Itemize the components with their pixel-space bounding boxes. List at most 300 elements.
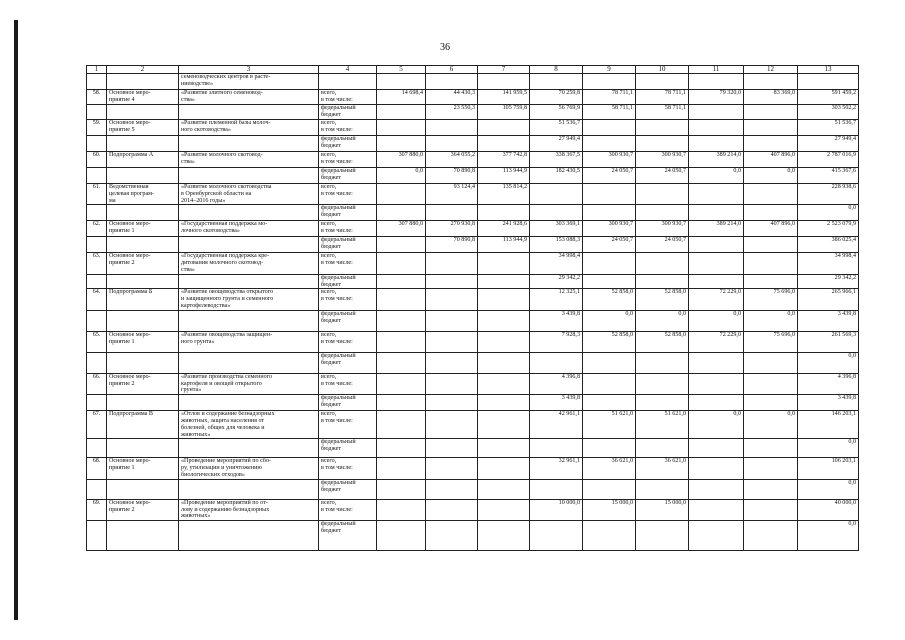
column-number-12: 12 — [744, 66, 798, 74]
amount-cell — [689, 395, 744, 411]
table-row — [87, 395, 859, 411]
amount-cell — [583, 479, 636, 499]
amount-cell — [377, 237, 426, 253]
amount-cell — [377, 479, 426, 499]
amount-cell: 300 930,7 — [583, 152, 636, 168]
item-type — [107, 168, 179, 184]
table-row — [87, 221, 859, 237]
amount-cell — [744, 499, 798, 520]
item-name: «Развитие молочного скотоводства в Оренбургской области на 2014–2016 годы» — [179, 184, 319, 205]
item-type — [107, 205, 179, 221]
item-number: 65. — [87, 331, 107, 352]
column-number-9: 9 — [583, 66, 636, 74]
amount-cell: 307 880,0 — [377, 152, 426, 168]
item-type: Подпрограмма Б — [107, 289, 179, 310]
amount-cell — [377, 395, 426, 411]
amount-cell — [689, 352, 744, 373]
column-number-3: 3 — [179, 66, 319, 74]
amount-cell — [377, 120, 426, 136]
amount-cell: 44 430,3 — [426, 90, 478, 105]
item-name: «Развитие производства семенного картофеля и овощей открытого грунта» — [179, 373, 319, 394]
item-name — [179, 136, 319, 152]
table-row — [87, 458, 859, 479]
amount-cell: 32 961,1 — [530, 458, 583, 479]
amount-cell: 265 966,1 — [798, 289, 859, 310]
amount-cell: 0,0 — [583, 310, 636, 331]
amount-cell: 0,0 — [744, 168, 798, 184]
amount-cell — [426, 352, 478, 373]
amount-cell — [478, 274, 530, 289]
item-number: 62. — [87, 221, 107, 237]
amount-cell: 300 930,7 — [636, 221, 689, 237]
amount-cell — [689, 274, 744, 289]
item-type: Основное меро- приятие 2 — [107, 373, 179, 394]
amount-cell — [636, 184, 689, 205]
item-type: Основное меро- приятие 4 — [107, 90, 179, 105]
item-number: 58. — [87, 90, 107, 105]
amount-cell — [583, 205, 636, 221]
amount-cell — [583, 373, 636, 394]
budget-table — [86, 65, 859, 551]
amount-cell — [744, 439, 798, 458]
amount-cell — [744, 136, 798, 152]
funding-source: федеральный бюджет — [319, 352, 377, 373]
amount-cell — [478, 439, 530, 458]
amount-cell: 307 880,0 — [377, 221, 426, 237]
table-row — [87, 310, 859, 331]
amount-cell: 0,0 — [798, 479, 859, 499]
amount-cell: 24 050,7 — [583, 168, 636, 184]
amount-cell — [744, 237, 798, 253]
amount-cell — [478, 499, 530, 520]
amount-cell: 0,0 — [744, 310, 798, 331]
amount-cell: 14 698,4 — [377, 90, 426, 105]
item-number — [87, 352, 107, 373]
amount-cell: 0,0 — [798, 521, 859, 551]
amount-cell — [478, 289, 530, 310]
table-row — [87, 439, 859, 458]
item-number — [87, 521, 107, 551]
amount-cell — [583, 395, 636, 411]
column-number-13: 13 — [798, 66, 859, 74]
funding-source: всего, в том числе: — [319, 411, 377, 439]
amount-cell — [636, 521, 689, 551]
amount-cell: 4 396,8 — [530, 373, 583, 394]
amount-cell — [583, 74, 636, 90]
amount-cell — [744, 521, 798, 551]
funding-source: всего, в том числе: — [319, 289, 377, 310]
amount-cell — [377, 74, 426, 90]
item-type: Основное меро- приятие 5 — [107, 120, 179, 136]
funding-source: всего, в том числе: — [319, 120, 377, 136]
amount-cell — [689, 105, 744, 120]
table-row — [87, 373, 859, 394]
item-name: «Государственная поддержка мо- лочного скотоводства» — [179, 221, 319, 237]
item-number: 64. — [87, 289, 107, 310]
item-type — [107, 479, 179, 499]
amount-cell — [798, 74, 859, 90]
item-name: «Развитие племенной базы молоч- ного скотоводства» — [179, 120, 319, 136]
amount-cell: 51 536,7 — [530, 120, 583, 136]
item-type — [107, 105, 179, 120]
amount-cell: 34 998,4 — [798, 253, 859, 274]
amount-cell: 51 536,7 — [798, 120, 859, 136]
amount-cell — [583, 274, 636, 289]
funding-source: всего, в том числе: — [319, 152, 377, 168]
amount-cell: 52 858,0 — [636, 289, 689, 310]
amount-cell: 24 050,7 — [636, 168, 689, 184]
amount-cell — [478, 120, 530, 136]
item-number: 61. — [87, 184, 107, 205]
amount-cell: 182 430,5 — [530, 168, 583, 184]
funding-source: федеральный бюджет — [319, 439, 377, 458]
amount-cell: 52 858,0 — [583, 331, 636, 352]
amount-cell — [636, 439, 689, 458]
amount-cell: 135 814,2 — [478, 184, 530, 205]
amount-cell — [478, 74, 530, 90]
amount-cell — [478, 521, 530, 551]
funding-source: федеральный бюджет — [319, 274, 377, 289]
amount-cell — [426, 499, 478, 520]
amount-cell — [377, 373, 426, 394]
amount-cell — [636, 479, 689, 499]
amount-cell: 0,0 — [798, 439, 859, 458]
funding-source: федеральный бюджет — [319, 168, 377, 184]
funding-source: всего, в том числе: — [319, 331, 377, 352]
amount-cell: 70 890,8 — [426, 237, 478, 253]
amount-cell — [377, 105, 426, 120]
column-number-2: 2 — [107, 66, 179, 74]
amount-cell — [583, 184, 636, 205]
amount-cell: 3 439,8 — [798, 395, 859, 411]
amount-cell — [426, 120, 478, 136]
amount-cell — [478, 253, 530, 274]
item-name: семеноводческих центров в расте- ниеводстве» — [179, 74, 319, 90]
amount-cell — [689, 458, 744, 479]
funding-source: всего, в том числе: — [319, 373, 377, 394]
amount-cell: 15 000,0 — [636, 499, 689, 520]
item-number — [87, 310, 107, 331]
amount-cell: 415 367,6 — [798, 168, 859, 184]
column-number-1: 1 — [87, 66, 107, 74]
amount-cell — [744, 352, 798, 373]
amount-cell — [478, 352, 530, 373]
amount-cell — [426, 331, 478, 352]
amount-cell — [636, 120, 689, 136]
amount-cell — [636, 136, 689, 152]
amount-cell — [583, 253, 636, 274]
amount-cell: 389 214,0 — [689, 221, 744, 237]
funding-source: федеральный бюджет — [319, 136, 377, 152]
amount-cell — [426, 310, 478, 331]
amount-cell — [478, 136, 530, 152]
table-row — [87, 479, 859, 499]
table-row — [87, 136, 859, 152]
amount-cell — [530, 479, 583, 499]
item-type — [107, 74, 179, 90]
amount-cell — [689, 499, 744, 520]
amount-cell: 12 325,1 — [530, 289, 583, 310]
column-number-10: 10 — [636, 66, 689, 74]
amount-cell: 300 930,7 — [636, 152, 689, 168]
item-number: 67. — [87, 411, 107, 439]
amount-cell: 0,0 — [636, 310, 689, 331]
item-type — [107, 439, 179, 458]
table-row — [87, 90, 859, 105]
amount-cell — [377, 253, 426, 274]
amount-cell: 0,0 — [689, 411, 744, 439]
amount-cell: 0,0 — [798, 352, 859, 373]
amount-cell — [530, 352, 583, 373]
amount-cell: 29 342,2 — [798, 274, 859, 289]
table-row — [87, 105, 859, 120]
amount-cell: 338 367,5 — [530, 152, 583, 168]
amount-cell: 78 711,1 — [636, 90, 689, 105]
amount-cell: 0,0 — [377, 168, 426, 184]
item-name — [179, 439, 319, 458]
item-name: «Развитие молочного скотовод- ства» — [179, 152, 319, 168]
amount-cell: 407 896,0 — [744, 152, 798, 168]
column-number-8: 8 — [530, 66, 583, 74]
amount-cell: 15 000,0 — [583, 499, 636, 520]
funding-source: федеральный бюджет — [319, 395, 377, 411]
amount-cell — [636, 395, 689, 411]
item-name — [179, 395, 319, 411]
amount-cell — [689, 439, 744, 458]
amount-cell — [744, 120, 798, 136]
funding-source: всего, в том числе: — [319, 253, 377, 274]
amount-cell: 58 711,1 — [583, 105, 636, 120]
item-number: 69. — [87, 499, 107, 520]
item-number — [87, 395, 107, 411]
item-number — [87, 74, 107, 90]
amount-cell — [426, 458, 478, 479]
amount-cell: 113 944,9 — [478, 168, 530, 184]
column-number-4: 4 — [319, 66, 377, 74]
amount-cell: 42 961,1 — [530, 411, 583, 439]
amount-cell: 364 055,2 — [426, 152, 478, 168]
amount-cell — [583, 136, 636, 152]
amount-cell — [426, 136, 478, 152]
item-number — [87, 479, 107, 499]
amount-cell — [377, 289, 426, 310]
amount-cell — [689, 74, 744, 90]
amount-cell — [530, 74, 583, 90]
amount-cell — [636, 274, 689, 289]
amount-cell — [377, 499, 426, 520]
amount-cell: 79 320,0 — [689, 90, 744, 105]
amount-cell: 29 342,2 — [530, 274, 583, 289]
amount-cell — [426, 274, 478, 289]
table-header-row — [87, 66, 859, 74]
amount-cell — [583, 521, 636, 551]
amount-cell: 23 550,3 — [426, 105, 478, 120]
item-number — [87, 237, 107, 253]
amount-cell — [744, 253, 798, 274]
amount-cell: 75 696,0 — [744, 289, 798, 310]
table-row — [87, 152, 859, 168]
amount-cell — [478, 373, 530, 394]
amount-cell: 105 759,8 — [478, 105, 530, 120]
amount-cell — [689, 253, 744, 274]
column-number-5: 5 — [377, 66, 426, 74]
item-type: Основное меро- приятие 2 — [107, 253, 179, 274]
amount-cell — [530, 184, 583, 205]
item-number — [87, 274, 107, 289]
amount-cell: 52 858,0 — [636, 331, 689, 352]
item-name: «Развитие овощеводства защищен- ного грунта» — [179, 331, 319, 352]
item-number: 59. — [87, 120, 107, 136]
amount-cell — [426, 289, 478, 310]
amount-cell — [377, 205, 426, 221]
amount-cell: 78 711,1 — [583, 90, 636, 105]
page-number: 36 — [440, 42, 450, 53]
amount-cell — [744, 74, 798, 90]
amount-cell: 146 203,1 — [798, 411, 859, 439]
amount-cell — [426, 373, 478, 394]
item-name — [179, 237, 319, 253]
amount-cell: 261 569,3 — [798, 331, 859, 352]
funding-source — [319, 74, 377, 90]
amount-cell: 27 949,4 — [530, 136, 583, 152]
amount-cell: 70 890,8 — [426, 168, 478, 184]
amount-cell — [478, 310, 530, 331]
funding-source: всего, в том числе: — [319, 90, 377, 105]
amount-cell — [744, 205, 798, 221]
amount-cell — [478, 205, 530, 221]
funding-source: всего, в том числе: — [319, 499, 377, 520]
item-type — [107, 352, 179, 373]
amount-cell — [426, 411, 478, 439]
amount-cell: 75 696,0 — [744, 331, 798, 352]
amount-cell — [744, 479, 798, 499]
table-row — [87, 237, 859, 253]
amount-cell — [636, 74, 689, 90]
item-name: «Проведение мероприятий по сбо- ру, утилизации и уничтожению биологических отходов» — [179, 458, 319, 479]
amount-cell — [377, 458, 426, 479]
amount-cell: 36 621,0 — [583, 458, 636, 479]
amount-cell — [377, 136, 426, 152]
item-type: Подпрограмма А — [107, 152, 179, 168]
item-name — [179, 274, 319, 289]
item-name — [179, 205, 319, 221]
item-type — [107, 521, 179, 551]
amount-cell: 36 621,0 — [636, 458, 689, 479]
item-name: «Государственная поддержка кре- дитования молочного скотовод- ства» — [179, 253, 319, 274]
amount-cell — [426, 521, 478, 551]
amount-cell: 0,0 — [744, 411, 798, 439]
amount-cell: 377 742,8 — [478, 152, 530, 168]
amount-cell — [377, 521, 426, 551]
amount-cell — [377, 411, 426, 439]
amount-cell: 303 369,1 — [530, 221, 583, 237]
amount-cell — [426, 205, 478, 221]
table-row — [87, 352, 859, 373]
amount-cell — [478, 331, 530, 352]
amount-cell: 2 523 079,9 — [798, 221, 859, 237]
amount-cell: 3 439,8 — [798, 310, 859, 331]
item-number — [87, 205, 107, 221]
funding-source: федеральный бюджет — [319, 205, 377, 221]
amount-cell — [426, 395, 478, 411]
amount-cell — [689, 521, 744, 551]
amount-cell — [426, 253, 478, 274]
table-row — [87, 499, 859, 520]
item-number: 68. — [87, 458, 107, 479]
amount-cell — [377, 310, 426, 331]
amount-cell: 389 214,0 — [689, 152, 744, 168]
amount-cell: 106 203,1 — [798, 458, 859, 479]
item-number: 63. — [87, 253, 107, 274]
amount-cell — [583, 439, 636, 458]
amount-cell — [377, 331, 426, 352]
amount-cell: 70 259,8 — [530, 90, 583, 105]
table-row — [87, 74, 859, 90]
item-type: Основное меро- приятие 1 — [107, 221, 179, 237]
item-number — [87, 168, 107, 184]
amount-cell: 58 711,1 — [636, 105, 689, 120]
funding-source: всего, в том числе: — [319, 221, 377, 237]
funding-source: федеральный бюджет — [319, 237, 377, 253]
funding-source: федеральный бюджет — [319, 310, 377, 331]
item-name: «Проведение мероприятий по от- лову и содержанию безнадзорных животных» — [179, 499, 319, 520]
amount-cell: 24 050,7 — [636, 237, 689, 253]
amount-cell: 52 858,0 — [583, 289, 636, 310]
amount-cell — [744, 458, 798, 479]
amount-cell: 407 896,0 — [744, 221, 798, 237]
amount-cell — [478, 395, 530, 411]
amount-cell — [583, 352, 636, 373]
item-name — [179, 105, 319, 120]
amount-cell — [583, 120, 636, 136]
amount-cell: 7 928,3 — [530, 331, 583, 352]
scan-edge-bar — [14, 20, 18, 620]
amount-cell: 51 621,0 — [583, 411, 636, 439]
item-type — [107, 310, 179, 331]
amount-cell — [478, 458, 530, 479]
amount-cell: 2 787 016,9 — [798, 152, 859, 168]
amount-cell: 34 998,4 — [530, 253, 583, 274]
table-row — [87, 331, 859, 352]
item-type: Основное меро- приятие 2 — [107, 499, 179, 520]
amount-cell — [636, 253, 689, 274]
amount-cell: 300 930,7 — [583, 221, 636, 237]
amount-cell — [636, 205, 689, 221]
item-name — [179, 310, 319, 331]
table-row — [87, 168, 859, 184]
amount-cell: 24 050,7 — [583, 237, 636, 253]
table-row — [87, 253, 859, 274]
amount-cell — [426, 479, 478, 499]
column-number-11: 11 — [689, 66, 744, 74]
amount-cell: 4 396,8 — [798, 373, 859, 394]
funding-source: всего, в том числе: — [319, 184, 377, 205]
amount-cell — [744, 395, 798, 411]
amount-cell — [530, 205, 583, 221]
amount-cell: 3 439,8 — [530, 310, 583, 331]
amount-cell: 3 439,8 — [530, 395, 583, 411]
item-number — [87, 439, 107, 458]
item-name — [179, 168, 319, 184]
amount-cell — [530, 521, 583, 551]
item-number: 60. — [87, 152, 107, 168]
amount-cell — [478, 411, 530, 439]
amount-cell: 93 124,4 — [426, 184, 478, 205]
amount-cell: 113 944,9 — [478, 237, 530, 253]
amount-cell — [377, 352, 426, 373]
amount-cell: 153 088,3 — [530, 237, 583, 253]
amount-cell — [744, 105, 798, 120]
